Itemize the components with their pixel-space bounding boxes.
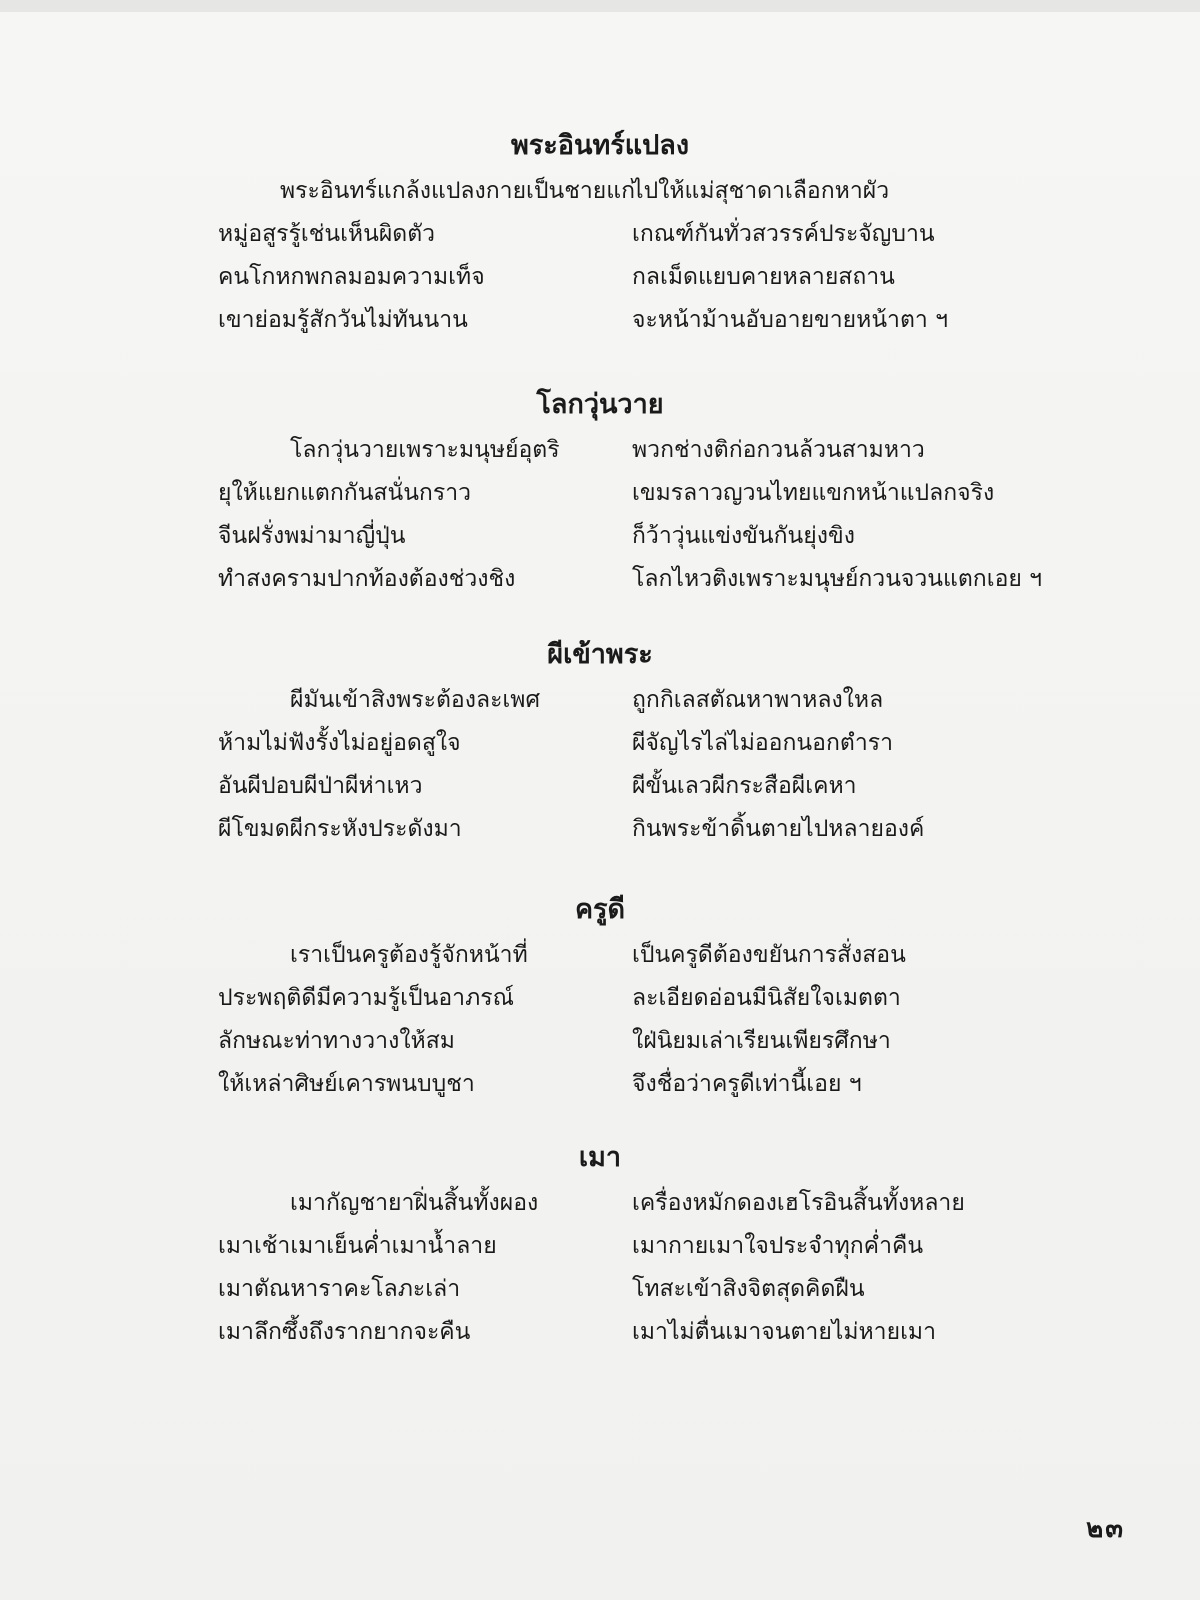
verse-right: เมากายเมาใจประจำทุกค่ำคืน — [632, 1233, 924, 1259]
poem-title: ครูดี — [574, 894, 626, 925]
verse-right: ใฝ่นิยมเล่าเรียนเพียรศึกษา — [632, 1028, 891, 1054]
verse-line — [0, 765, 1200, 808]
verse-line — [0, 429, 1200, 472]
verse-line — [0, 1311, 1200, 1354]
verse-left: เขาย่อมรู้สักวันไม่ทันนาน — [218, 307, 468, 333]
poem-title: พระอินทร์แปลง — [510, 130, 690, 161]
verse-right: เป็นครูดีต้องขยันการสั่งสอน — [632, 942, 906, 968]
verse-line — [0, 722, 1200, 765]
verse-left: เมาเช้าเมาเย็นค่ำเมาน้ำลาย — [218, 1233, 497, 1259]
verse-left: อันผีปอบผีป่าผีห่าเหว — [218, 773, 423, 799]
verse-left: โลกวุ่นวายเพราะมนุษย์อุตริ — [290, 437, 560, 463]
verse-line — [0, 472, 1200, 515]
verse-right: ถูกกิเลสตัณหาพาหลงใหล — [632, 687, 884, 713]
verse-line — [0, 1020, 1200, 1063]
verse-left: จีนฝรั่งพม่ามาญี่ปุ่น — [218, 523, 406, 549]
verse-line — [0, 558, 1200, 601]
poem-stanza — [0, 429, 1200, 601]
verse-line — [0, 934, 1200, 977]
verse-left: ยุให้แยกแตกกันสนั่นกราว — [218, 480, 472, 506]
verse-line — [0, 679, 1200, 722]
verse-right: ผีจัญไรไล่ไม่ออกนอกตำรา — [632, 730, 893, 756]
verse-left: เมากัญชายาฝิ่นสิ้นทั้งผอง — [290, 1190, 539, 1216]
verse-right: จะหน้าม้านอับอายขายหน้าตา ฯ — [632, 307, 949, 333]
poem-title: เมา — [578, 1142, 622, 1173]
verse-left: เราเป็นครูต้องรู้จักหน้าที่ — [290, 942, 528, 968]
poem-title: โลกวุ่นวาย — [536, 389, 664, 420]
verse-line — [0, 515, 1200, 558]
page-number: ๒๓ — [1086, 1514, 1125, 1544]
poem-stanza — [0, 170, 1200, 342]
verse-line — [0, 213, 1200, 256]
poem-stanza — [0, 679, 1200, 851]
verse-left: ให้เหล่าศิษย์เคารพนบบูชา — [218, 1071, 475, 1097]
poem-title: ผีเข้าพระ — [547, 639, 653, 670]
verse-right: โลกไหวติงเพราะมนุษย์กวนจวนแตกเอย ฯ — [632, 566, 1043, 592]
verse-right: ละเอียดอ่อนมีนิสัยใจเมตตา — [632, 985, 901, 1011]
verse-right: เครื่องหมักดองเฮโรอินสิ้นทั้งหลาย — [632, 1190, 965, 1216]
verse-right: โทสะเข้าสิงจิตสุดคิดฝืน — [632, 1276, 865, 1302]
verse-line — [0, 1225, 1200, 1268]
verse-right: กินพระข้าดิ้นตายไปหลายองค์ — [632, 816, 925, 842]
verse-line — [0, 977, 1200, 1020]
verse-right: เกณฑ์กันทั่วสวรรค์ประจัญบาน — [632, 221, 935, 247]
verse-left: ห้ามไม่ฟังรั้งไม่อยู่อดสูใจ — [218, 730, 461, 756]
verse-line — [0, 170, 1200, 213]
verse-right: ไปให้แม่สุชาดาเลือกหาผัว — [632, 178, 890, 204]
verse-left: ผีมันเข้าสิงพระต้องละเพศ — [290, 687, 541, 713]
verse-right: พวกช่างติก่อกวนล้วนสามหาว — [632, 437, 925, 463]
verse-line — [0, 256, 1200, 299]
verse-line — [0, 1268, 1200, 1311]
verse-right: ก็ว้าวุ่นแข่งขันกันยุ่งขิง — [632, 523, 855, 549]
verse-left: หมู่อสูรรู้เช่นเห็นผิดตัว — [218, 221, 436, 247]
verse-left: เมาตัณหาราคะโลภะเล่า — [218, 1276, 461, 1302]
verse-left: ทำสงครามปากท้องต้องช่วงชิง — [218, 566, 516, 592]
verse-right: เขมรลาวญวนไทยแขกหน้าแปลกจริง — [632, 480, 995, 506]
verse-right: เมาไม่ตื่นเมาจนตายไม่หายเมา — [632, 1319, 937, 1345]
verse-line — [0, 1182, 1200, 1225]
verse-left: ลักษณะท่าทางวางให้สม — [218, 1028, 455, 1054]
poem-stanza — [0, 1182, 1200, 1354]
verse-left: คนโกหกพกลมอมความเท็จ — [218, 264, 485, 290]
verse-right: จึงชื่อว่าครูดีเท่านี้เอย ฯ — [632, 1071, 862, 1097]
poem-stanza — [0, 934, 1200, 1106]
verse-right: กลเม็ดแยบคายหลายสถาน — [632, 264, 895, 290]
verse-left: ประพฤติดีมีความรู้เป็นอาภรณ์ — [218, 985, 514, 1011]
verse-line — [0, 299, 1200, 342]
verse-line — [0, 808, 1200, 851]
verse-line — [0, 1063, 1200, 1106]
verse-left: เมาลึกซึ้งถึงรากยากจะคืน — [218, 1319, 471, 1345]
verse-left: พระอินทร์แกล้งแปลงกายเป็นชายแก่ — [280, 178, 635, 204]
verse-right: ผีขั้นเลวผีกระสือผีเคหา — [632, 773, 857, 799]
verse-left: ผีโขมดผีกระหังประดังมา — [218, 816, 462, 842]
